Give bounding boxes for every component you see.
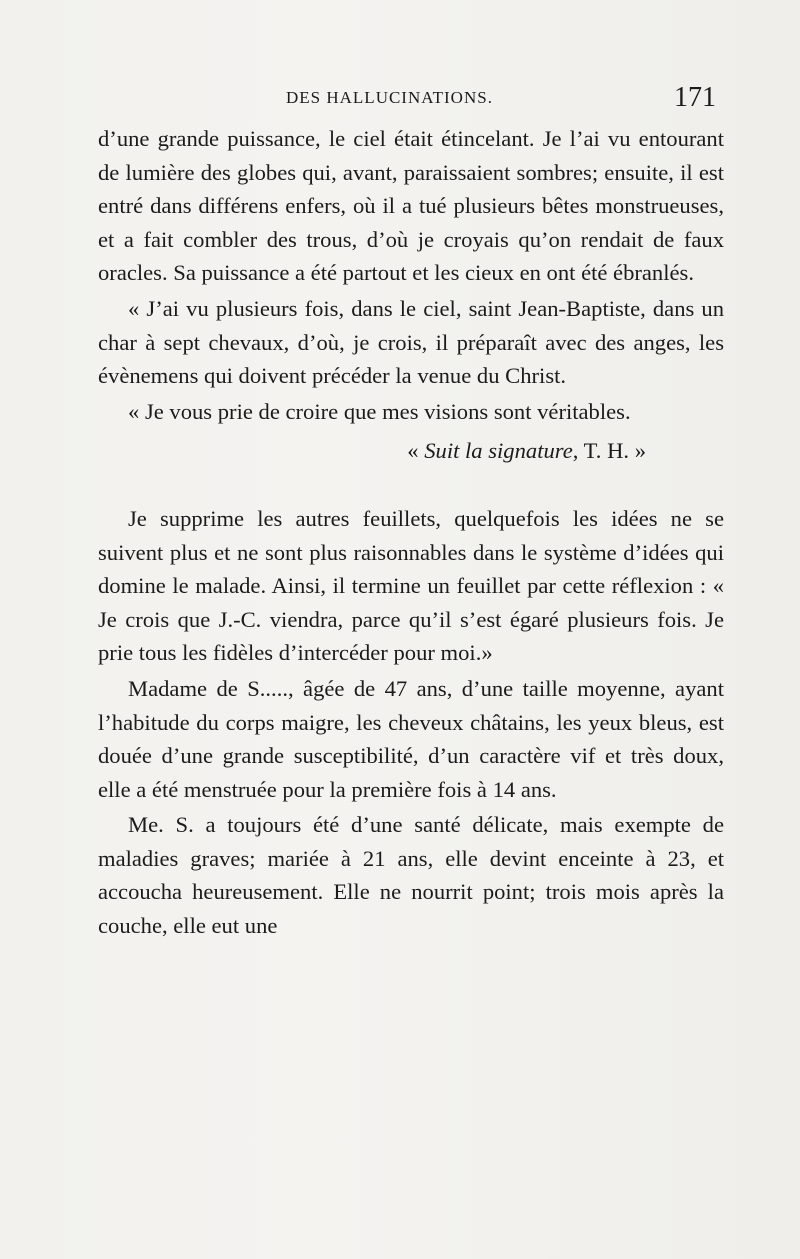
body-text	[98, 122, 724, 943]
paragraph-quote-plea: « Je vous prie de croire que mes visions sont véritables.	[128, 398, 631, 424]
signature-rest: , T. H. »	[572, 438, 646, 464]
paragraph-feuillets: Je supprime les autres feuillets, quelquefois les idées ne se suivent plus et ne sont plus raisonnables dans le système d’idées qui domine le malade. Ainsi, il termine un feuillet par cette réflexion : « Je crois que J.-C. viendra, parce qu’il s’est égaré plusieurs fois. Je prie tous les fidèles d’intercéder pour moi.»	[98, 505, 724, 666]
paragraph-quote-vision: « J’ai vu plusieurs fois, dans le ciel, saint Jean-Baptiste, dans un char à sept chevaux, d’où, je crois, il préparaît avec des anges, les évènemens qui doivent précéder la venue du Christ.	[98, 295, 724, 389]
letter-signature	[98, 434, 724, 468]
signature-italic: Suit la signature	[424, 438, 573, 464]
signature-open: «	[407, 438, 425, 464]
running-title: DES HALLUCINATIONS.	[286, 88, 493, 107]
paragraph-health-history: Me. S. a toujours été d’une santé délicate, mais exempte de maladies graves; mariée à 21 ans, elle devint enceinte à 23, et accoucha heureusement. Elle ne nourrit point; trois mois après la couche, elle eut une	[98, 812, 724, 939]
page-header	[98, 82, 724, 118]
paragraph-madame-s: Madame de S....., âgée de 47 ans, d’une taille moyenne, ayant l’habitude du corps maigre, les cheveux châtains, les yeux bleus, est douée d’une grande susceptibilité, d’un caractère vif et très doux, elle a été menstruée pour la première fois à 14 ans.	[98, 675, 724, 802]
paragraph-continuation: d’une grande puissance, le ciel était étincelant. Je l’ai vu entourant de lumière des globes qui, avant, paraissaient sombres; ensuite, il est entré dans différens enfers, où il a tué plusieurs bêtes monstrueuses, et a fait combler des trous, d’où je croyais qu’on rendait de faux oracles. Sa puissance a été partout et les cieux en ont été ébranlés.	[98, 126, 724, 286]
page-number: 171	[674, 82, 716, 113]
section-gap	[98, 468, 724, 502]
